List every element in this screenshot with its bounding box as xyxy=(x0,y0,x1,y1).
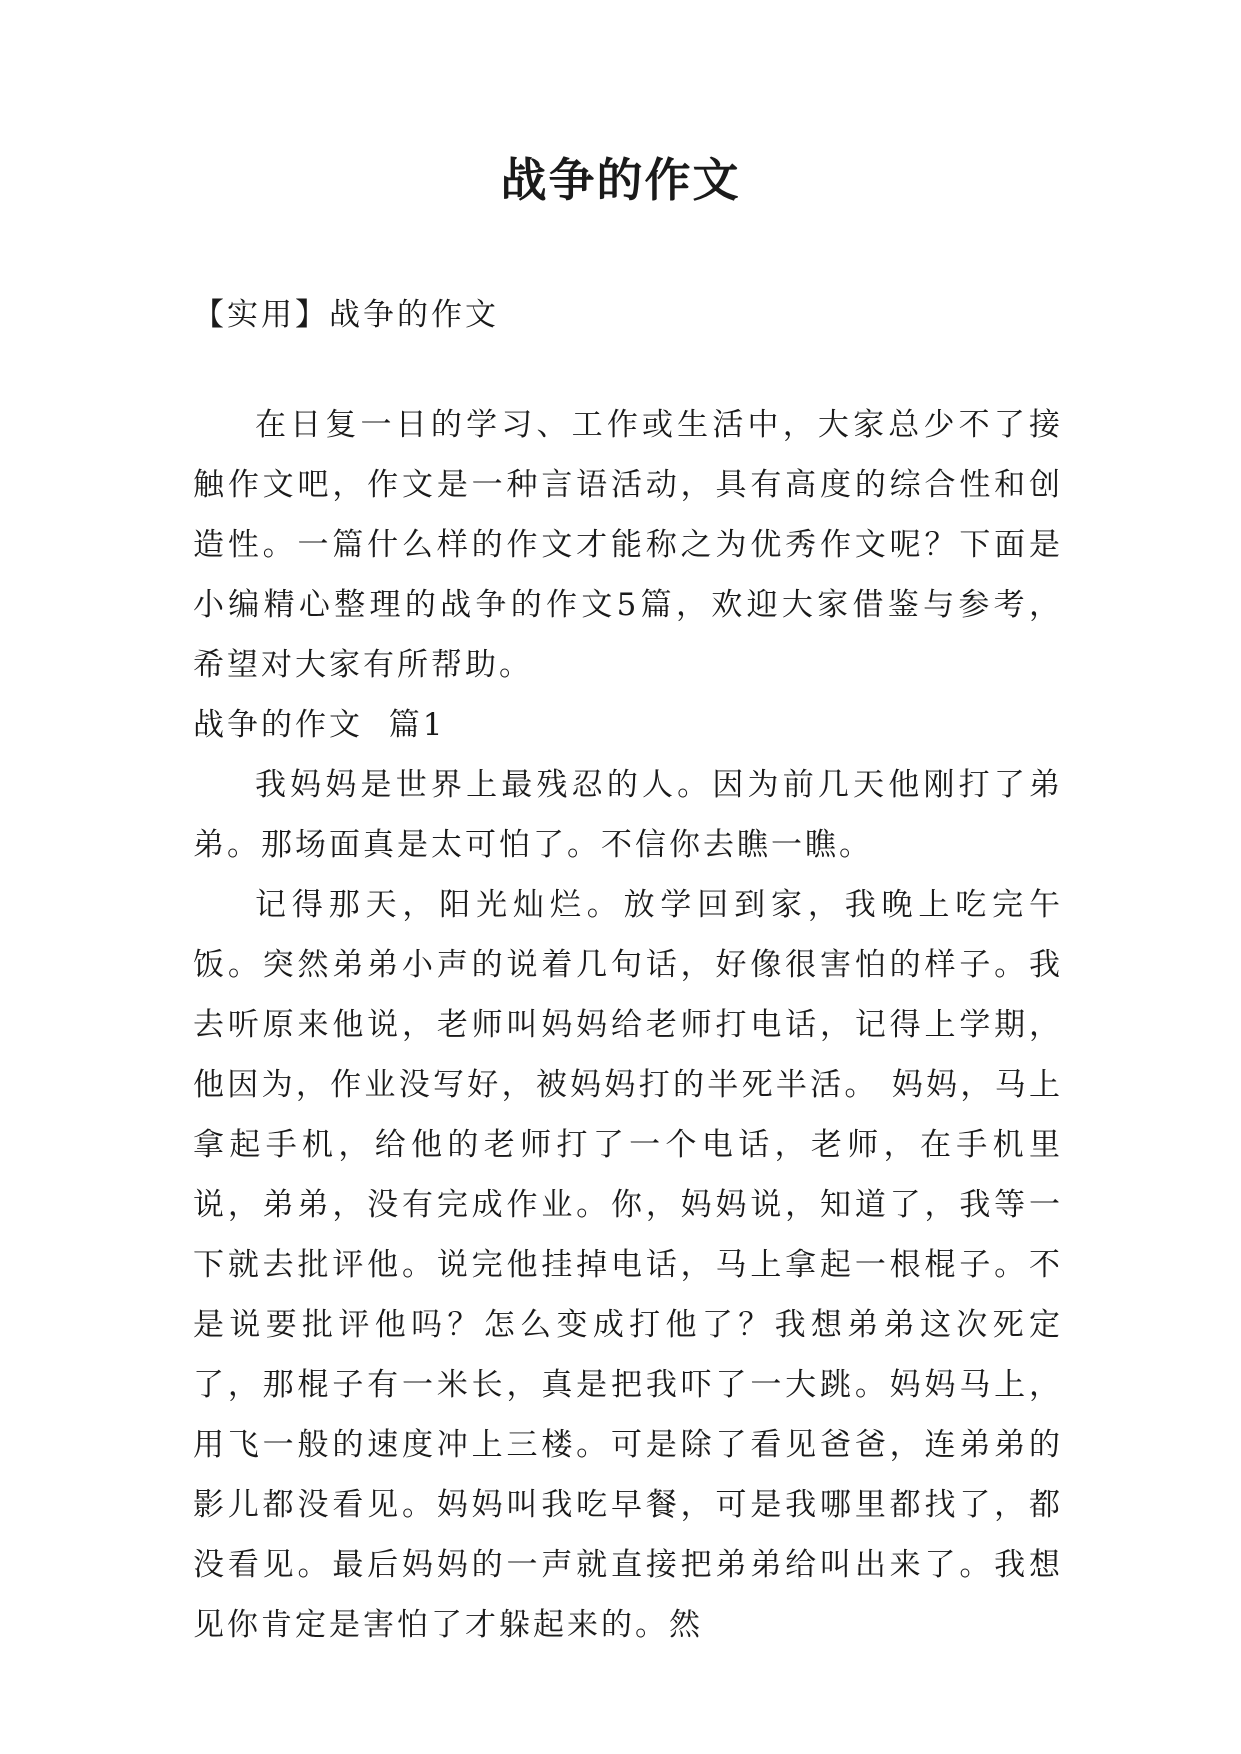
document-body xyxy=(193,285,1063,1655)
document-title: 战争的作文 xyxy=(500,153,741,207)
document-subtitle: 【实用】战争的作文 xyxy=(193,297,499,333)
body-paragraph: 我妈妈是世界上最残忍的人。因为前几天他刚打了弟弟。那场面真是太可怕了。不信你去瞧一瞧。 xyxy=(193,767,1063,863)
intro-paragraph: 在日复一日的学习、工作或生活中，大家总少不了接触作文吧，作文是一种言语活动，具有高度的综合性和创造性。一篇什么样的作文才能称之为优秀作文呢？下面是小编精心整理的战争的作文5篇，欢迎大家借鉴与参考，希望对大家有所帮助。 xyxy=(193,407,1063,683)
section-heading: 战争的作文 篇1 xyxy=(193,707,446,743)
spacer xyxy=(193,345,1063,395)
body-paragraph: 记得那天，阳光灿烂。放学回到家，我晚上吃完午饭。突然弟弟小声的说着几句话，好像很害怕的样子。我去听原来他说，老师叫妈妈给老师打电话，记得上学期，他因为，作业没写好，被妈妈打的半死半活。 妈妈，马上拿起手机，给他的老师打了一个电话，老师，在手机里说，弟弟，没有完成作业。你，妈妈说，知道了，我等一下就去批评他。说完他挂掉电话，马上拿起一根棍子。不是说要批评他吗？怎么变成打他了？我想弟弟这次死定了，那棍子有一米长，真是把我吓了一大跳。妈妈马上，用飞一般的速度冲上三楼。可是除了看见爸爸，连弟弟的影儿都没看见。妈妈叫我吃早餐，可是我哪里都找了，都没看见。最后妈妈的一声就直接把弟弟给叫出来了。我想见你肯定是害怕了才躲起来的。然 xyxy=(193,887,1063,1643)
